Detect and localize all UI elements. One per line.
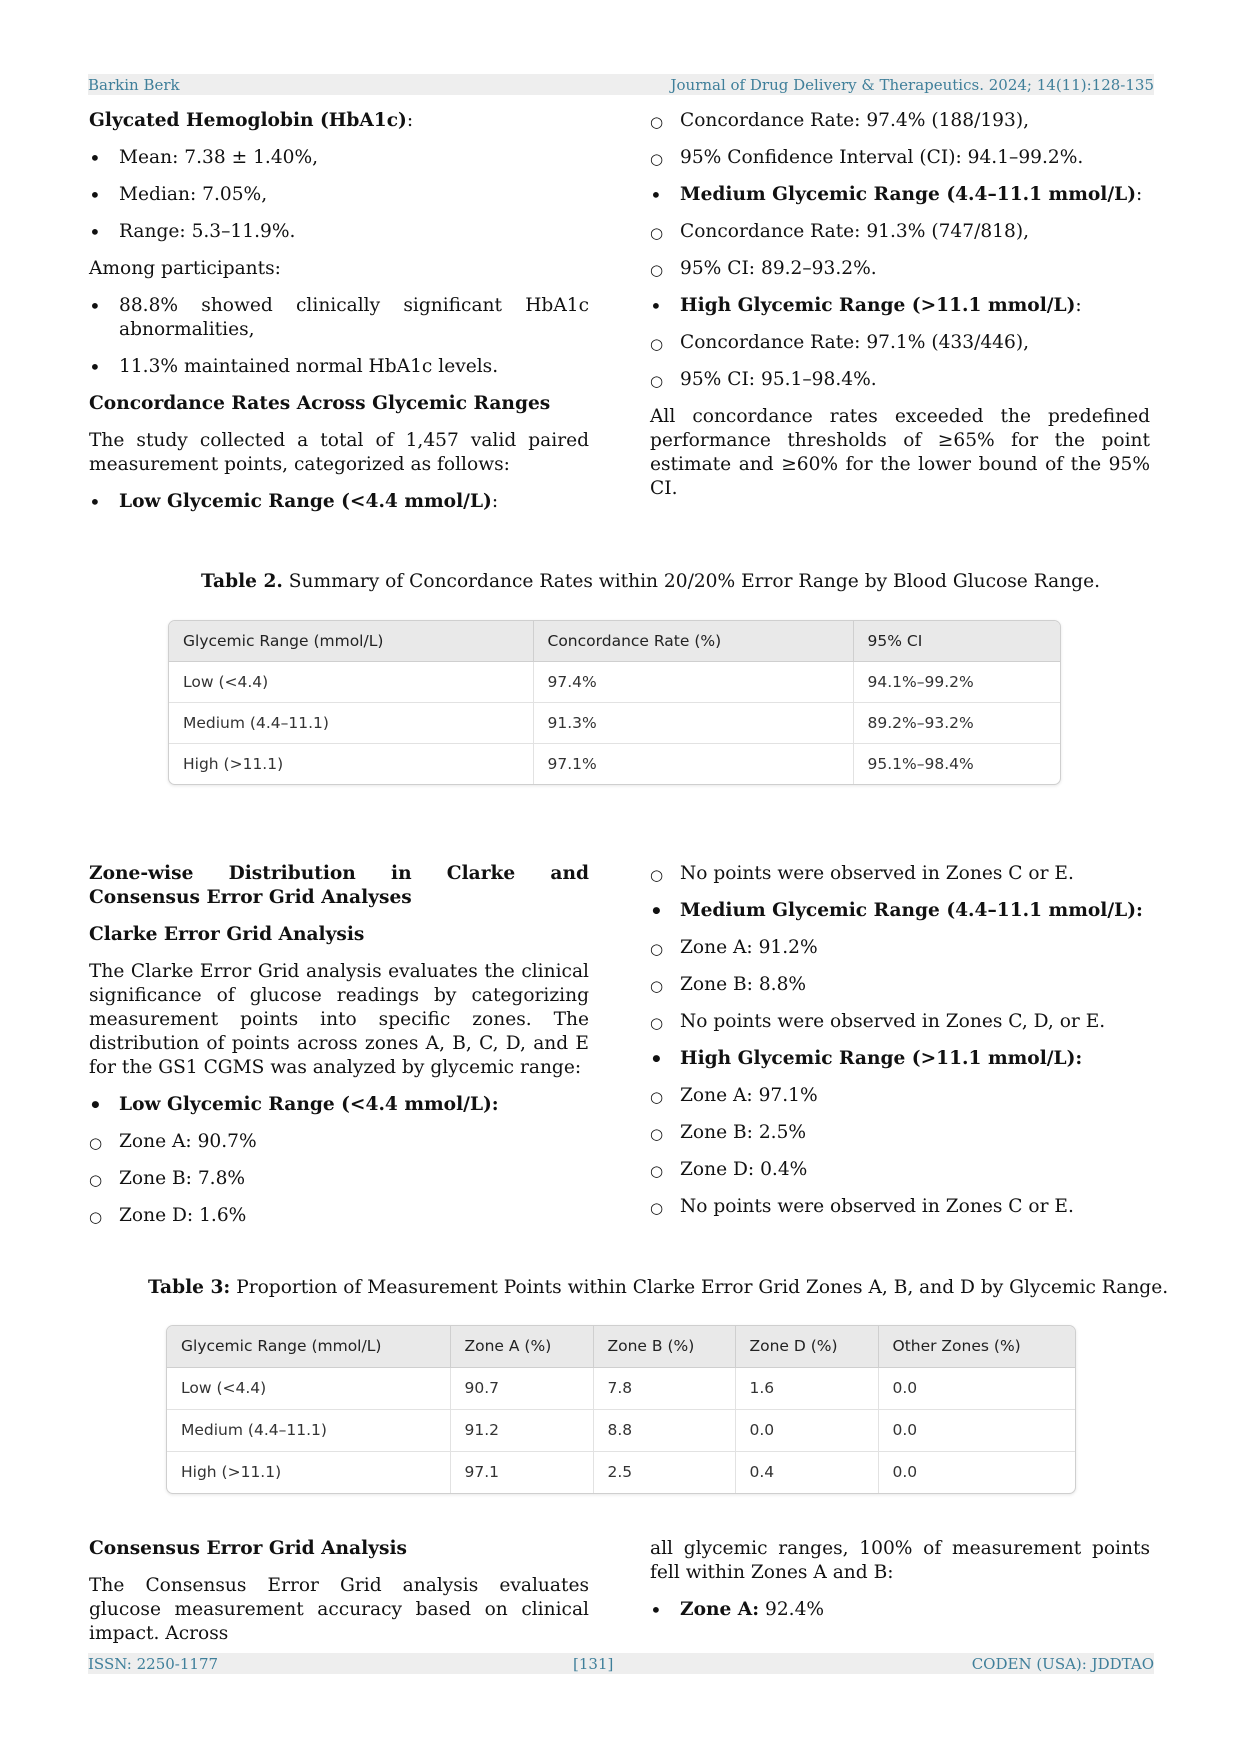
right-column-middle	[650, 862, 1150, 1232]
list-item: • High Glycemic Range (>11.1 mmol/L):	[650, 1047, 1150, 1071]
column-header: Glycemic Range (mmol/L)	[169, 621, 533, 661]
list-item: ○ No points were observed in Zones C, D, or E.	[650, 1010, 1150, 1034]
list-item: • Range: 5.3–11.9%.	[89, 220, 589, 244]
table-cell: 91.3%	[533, 702, 853, 743]
header-journal: Journal of Drug Delivery & Therapeutics. 2024; 14(11):128-135	[670, 76, 1154, 94]
running-header	[88, 74, 1154, 95]
table2-caption: Table 2. Summary of Concordance Rates within 20/20% Error Range by Blood Glucose Range.	[201, 571, 1100, 592]
list-item: ○ Concordance Rate: 91.3% (747/818),	[650, 220, 1150, 244]
list-item: ○ Concordance Rate: 97.1% (433/446),	[650, 331, 1150, 355]
table2	[168, 620, 1061, 785]
running-footer	[88, 1653, 1154, 1674]
footer-issn: ISSN: 2250-1177	[88, 1655, 219, 1673]
table-cell: 0.0	[735, 1409, 878, 1451]
consensus-continuation: all glycemic ranges, 100% of measurement points fell within Zones A and B:	[650, 1538, 1150, 1583]
list-item: • 88.8% showed clinically significant HbA1c abnormalities,	[89, 294, 589, 342]
table-row	[169, 743, 1060, 784]
list-item: • Low Glycemic Range (<4.4 mmol/L):	[89, 1093, 589, 1117]
table-cell: 8.8	[593, 1409, 735, 1451]
concordance-paragraph: The study collected a total of 1,457 valid paired measurement points, categorized as follows:	[89, 430, 589, 475]
table-row	[167, 1367, 1075, 1409]
right-column-lower	[650, 1537, 1150, 1635]
table3	[166, 1325, 1076, 1494]
list-item: • Medium Glycemic Range (4.4–11.1 mmol/L):	[650, 899, 1150, 923]
list-item: ○ Zone B: 2.5%	[650, 1121, 1150, 1145]
concordance-list	[650, 109, 1150, 392]
page-number: [131]	[573, 1655, 614, 1673]
list-item: ○ Zone B: 7.8%	[89, 1167, 589, 1191]
list-item: • Median: 7.05%,	[89, 183, 589, 207]
column-header: Other Zones (%)	[878, 1326, 1075, 1367]
clarke-paragraph: The Clarke Error Grid analysis evaluates the clinical significance of glucose readings by categorizing measurement points into specific zones. The distribution of points across zones A, B, C, D, and E for the GS1 CGMS was analyzed by glycemic range:	[89, 961, 589, 1078]
column-header: Zone B (%)	[593, 1326, 735, 1367]
table-row	[169, 661, 1060, 702]
table-cell: 97.1	[450, 1451, 593, 1493]
table-cell: 95.1%–98.4%	[867, 754, 974, 773]
participants-list	[89, 294, 589, 379]
concordance-heading: Concordance Rates Across Glycemic Ranges	[89, 393, 551, 414]
low-range-list	[89, 490, 589, 514]
consensus-heading: Consensus Error Grid Analysis	[89, 1538, 407, 1559]
list-item: • Zone A: 92.4%	[650, 1598, 1150, 1622]
right-column-upper	[650, 109, 1150, 514]
table3-caption: Table 3: Proportion of Measurement Points within Clarke Error Grid Zones A, B, and D by Glycemic Range.	[148, 1277, 1169, 1298]
consensus-paragraph: The Consensus Error Grid analysis evaluates glucose measurement accuracy based on clinical impact. Across	[89, 1575, 589, 1644]
list-item: • Low Glycemic Range (<4.4 mmol/L):	[89, 490, 589, 514]
list-item: ○ Zone D: 0.4%	[650, 1158, 1150, 1182]
list-item: ○ 95% CI: 89.2–93.2%.	[650, 257, 1150, 281]
list-item: • High Glycemic Range (>11.1 mmol/L):	[650, 294, 1150, 318]
table-cell: 90.7	[450, 1367, 593, 1409]
header-author: Barkin Berk	[88, 76, 180, 94]
among-text: Among participants:	[89, 258, 281, 279]
zone-distribution-heading: Zone-wise Distribution in Clarke and Consensus Error Grid Analyses	[89, 863, 589, 908]
table-cell: Low (<4.4)	[167, 1367, 450, 1409]
list-item: ○ No points were observed in Zones C or E.	[650, 1195, 1150, 1219]
table-cell: 2.5	[593, 1451, 735, 1493]
table-header-row	[169, 621, 1060, 661]
table-cell: 0.0	[892, 1463, 918, 1482]
table-cell: High (>11.1)	[167, 1451, 450, 1493]
list-item: ○ 95% Confidence Interval (CI): 94.1–99.2%.	[650, 146, 1150, 170]
list-item: • 11.3% maintained normal HbA1c levels.	[89, 355, 589, 379]
clarke-zone-list	[650, 862, 1150, 1219]
table-row	[167, 1451, 1075, 1493]
table-cell: Medium (4.4–11.1)	[167, 1409, 450, 1451]
table-cell: 97.4%	[533, 661, 853, 702]
table-cell: 91.2	[450, 1409, 593, 1451]
column-header: Zone D (%)	[735, 1326, 878, 1367]
hba1c-heading: Glycated Hemoglobin (HbA1c):	[89, 110, 414, 131]
table-row	[169, 702, 1060, 743]
table-header-row	[167, 1326, 1075, 1367]
list-item: ○ Zone A: 90.7%	[89, 1130, 589, 1154]
table-cell: 7.8	[593, 1367, 735, 1409]
list-item: ○ Zone A: 97.1%	[650, 1084, 1150, 1108]
left-column-lower	[89, 1537, 589, 1659]
list-item: ○ Zone B: 8.8%	[650, 973, 1150, 997]
left-column-middle	[89, 862, 589, 1241]
table-cell: 0.4	[735, 1451, 878, 1493]
column-header: Glycemic Range (mmol/L)	[167, 1326, 450, 1367]
footer-coden: CODEN (USA): JDDTAO	[971, 1655, 1154, 1673]
column-header: Zone A (%)	[450, 1326, 593, 1367]
hba1c-list	[89, 146, 589, 244]
list-item: ○ Zone A: 91.2%	[650, 936, 1150, 960]
list-item: ○ Concordance Rate: 97.4% (188/193),	[650, 109, 1150, 133]
table-cell: 1.6	[735, 1367, 878, 1409]
list-item: ○ 95% CI: 95.1–98.4%.	[650, 368, 1150, 392]
table-cell: High (>11.1)	[169, 743, 533, 784]
list-item: ○ No points were observed in Zones C or E.	[650, 862, 1150, 886]
table-row	[167, 1409, 1075, 1451]
consensus-zone-list	[650, 1598, 1150, 1622]
column-header: 95% CI	[853, 621, 1060, 661]
clarke-heading: Clarke Error Grid Analysis	[89, 924, 365, 945]
list-item: • Medium Glycemic Range (4.4–11.1 mmol/L):	[650, 183, 1150, 207]
list-item: ○ Zone D: 1.6%	[89, 1204, 589, 1228]
threshold-paragraph: All concordance rates exceeded the predefined performance thresholds of ≥65% for the point estimate and ≥60% for the lower bound of the 95% CI.	[650, 406, 1150, 499]
clarke-low-list	[89, 1093, 589, 1228]
list-item: • Mean: 7.38 ± 1.40%,	[89, 146, 589, 170]
table-cell: Low (<4.4)	[169, 661, 533, 702]
table-cell: Medium (4.4–11.1)	[169, 702, 533, 743]
table-cell: 94.1%–99.2%	[853, 661, 1060, 702]
left-column-upper	[89, 109, 589, 527]
column-header: Concordance Rate (%)	[533, 621, 853, 661]
table-cell: 89.2%–93.2%	[853, 702, 1060, 743]
table-cell: 0.0	[878, 1367, 1075, 1409]
table-cell: 97.1%	[533, 743, 853, 784]
table-cell: 0.0	[878, 1409, 1075, 1451]
